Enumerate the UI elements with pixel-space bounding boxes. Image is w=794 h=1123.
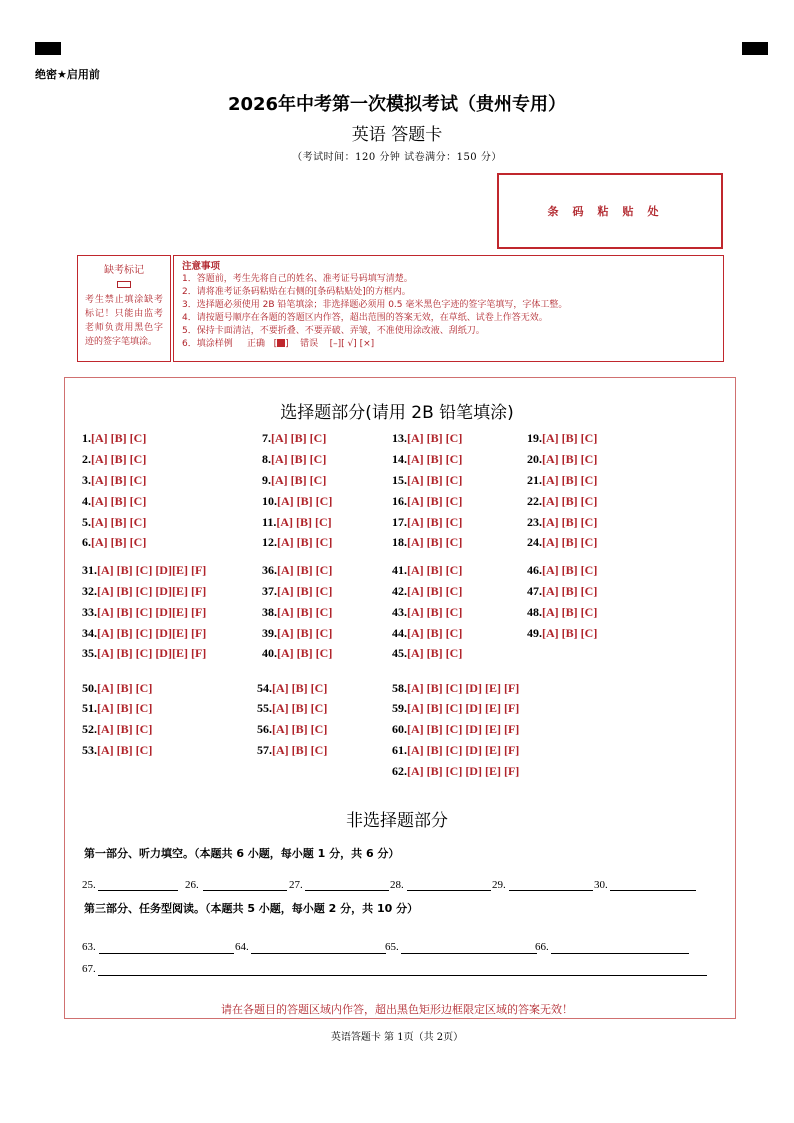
mc-question-31[interactable] xyxy=(82,563,206,578)
mc-question-number: 47. xyxy=(527,584,542,598)
blank-line-27[interactable] xyxy=(305,890,389,891)
mc-question-54[interactable] xyxy=(257,681,327,696)
mc-question-number: 43. xyxy=(392,605,407,619)
mc-question-12[interactable] xyxy=(262,535,332,550)
mc-question-8[interactable] xyxy=(262,452,326,467)
mc-section-title: 选择题部分(请用 2B 铅笔填涂) xyxy=(280,403,514,423)
mc-question-number: 62. xyxy=(392,764,407,778)
registration-mark-right xyxy=(742,42,768,55)
mc-question-47[interactable] xyxy=(527,584,597,599)
note-line: 3．选择题必须使用 2B 铅笔填涂；非选择题必须用 0.5 毫米黑色字迹的签字笔填写，字体工整。 xyxy=(182,300,568,310)
out-of-area-warning: 请在各题目的答题区域内作答，超出黑色矩形边框限定区域的答案无效！ xyxy=(221,1003,573,1016)
filled-sample-icon xyxy=(277,339,285,347)
mc-question-number: 13. xyxy=(392,431,407,445)
mc-question-53[interactable] xyxy=(82,743,152,758)
blank-label: 28. xyxy=(390,879,404,891)
blank-label: 30. xyxy=(594,879,608,891)
mc-question-number: 59. xyxy=(392,701,407,715)
mc-question-11[interactable] xyxy=(262,515,332,530)
mc-question-number: 51. xyxy=(82,701,97,715)
mc-question-number: 34. xyxy=(82,626,97,640)
mc-question-number: 41. xyxy=(392,563,407,577)
mc-question-number: 10. xyxy=(262,494,277,508)
mc-question-6[interactable] xyxy=(82,535,146,550)
mc-options[interactable]: [A] [B] [C] xyxy=(91,452,147,466)
mc-options[interactable]: [A] [B] [C] xyxy=(407,515,463,529)
blank-line-28[interactable] xyxy=(407,890,491,891)
blank-label: 29. xyxy=(492,879,506,891)
mc-question-number: 36. xyxy=(262,563,277,577)
mc-question-17[interactable] xyxy=(392,515,462,530)
mc-options[interactable]: [A] [B] [C] xyxy=(272,681,328,695)
mc-question-number: 19. xyxy=(527,431,542,445)
mc-question-number: 56. xyxy=(257,722,272,736)
mc-question-42[interactable] xyxy=(392,584,462,599)
mc-options[interactable]: [A] [B] [C] xyxy=(276,515,332,529)
mc-question-number: 42. xyxy=(392,584,407,598)
mc-question-number: 14. xyxy=(392,452,407,466)
mc-options[interactable]: [A] [B] [C] xyxy=(542,494,598,508)
mc-question-50[interactable] xyxy=(82,681,152,696)
mc-question-39[interactable] xyxy=(262,626,332,641)
mc-options[interactable]: [A] [B] [C] xyxy=(277,646,333,660)
mc-question-10[interactable] xyxy=(262,494,332,509)
mc-question-number: 39. xyxy=(262,626,277,640)
mc-question-number: 44. xyxy=(392,626,407,640)
blank-label: 25. xyxy=(82,879,96,891)
mc-options[interactable]: [A] [B] [C] [D][E] [F] xyxy=(97,646,207,660)
mc-question-51[interactable] xyxy=(82,701,152,716)
mc-options[interactable]: [A] [B] [C] [D][E] [F] xyxy=(97,584,207,598)
mc-options[interactable]: [A] [B] [C] xyxy=(407,646,463,660)
mc-options[interactable]: [A] [B] [C] xyxy=(271,452,327,466)
mc-options[interactable]: [A] [B] [C] xyxy=(407,626,463,640)
blank-label: 27. xyxy=(289,879,303,891)
mc-options[interactable]: [A] [B] [C] xyxy=(91,431,147,445)
mc-question-number: 8. xyxy=(262,452,271,466)
note-line: 2．请将准考证条码粘贴在右侧的[条码粘贴处]的方框内。 xyxy=(182,287,411,297)
mc-options[interactable]: [A] [B] [C] xyxy=(91,535,147,549)
mc-question-61[interactable] xyxy=(392,743,519,758)
mc-question-21[interactable] xyxy=(527,473,597,488)
mc-options[interactable]: [A] [B] [C] xyxy=(542,452,598,466)
mc-question-7[interactable] xyxy=(262,431,326,446)
blank-line-25[interactable] xyxy=(98,890,178,891)
registration-mark-left xyxy=(35,42,61,55)
mc-options[interactable]: [A] [B] [C] xyxy=(407,584,463,598)
mc-question-number: 61. xyxy=(392,743,407,757)
mc-options[interactable]: [A] [B] [C] xyxy=(542,515,598,529)
mc-question-number: 5. xyxy=(82,515,91,529)
mc-question-18[interactable] xyxy=(392,535,462,550)
mc-question-number: 9. xyxy=(262,473,271,487)
mc-options[interactable]: [A] [B] [C] [D] [E] [F] xyxy=(407,701,520,715)
mc-options[interactable]: [A] [B] [C] [D][E] [F] xyxy=(97,563,207,577)
mc-options[interactable]: [A] [B] [C] [D][E] [F] xyxy=(97,605,207,619)
blank-label: 26. xyxy=(185,879,199,891)
mc-options[interactable]: [A] [B] [C] xyxy=(542,473,598,487)
mc-question-number: 37. xyxy=(262,584,277,598)
mc-question-33[interactable] xyxy=(82,605,206,620)
mc-question-14[interactable] xyxy=(392,452,462,467)
mc-options[interactable]: [A] [B] [C] xyxy=(97,743,153,757)
wrong-label: 错误 xyxy=(300,339,319,349)
mc-question-number: 48. xyxy=(527,605,542,619)
mc-question-41[interactable] xyxy=(392,563,462,578)
mc-question-number: 54. xyxy=(257,681,272,695)
blank-label: 67. xyxy=(82,963,96,975)
mc-question-37[interactable] xyxy=(262,584,332,599)
mc-question-16[interactable] xyxy=(392,494,462,509)
blank-label: 64. xyxy=(235,941,249,953)
blank-line-29[interactable] xyxy=(509,890,593,891)
mc-options[interactable]: [A] [B] [C] xyxy=(277,535,333,549)
mc-options[interactable]: [A] [B] [C] xyxy=(407,452,463,466)
mc-question-number: 4. xyxy=(82,494,91,508)
mc-options[interactable]: [A] [B] [C] [D][E] [F] xyxy=(97,626,207,640)
mc-question-43[interactable] xyxy=(392,605,462,620)
mc-question-44[interactable] xyxy=(392,626,462,641)
mc-question-56[interactable] xyxy=(257,722,327,737)
mc-options[interactable]: [A] [B] [C] xyxy=(272,701,328,715)
exam-info: （考试时间：120 分钟 试卷满分：150 分） xyxy=(292,152,502,163)
mc-question-number: 53. xyxy=(82,743,97,757)
mc-question-22[interactable] xyxy=(527,494,597,509)
mc-question-5[interactable] xyxy=(82,515,146,530)
mc-question-number: 7. xyxy=(262,431,271,445)
mc-question-number: 52. xyxy=(82,722,97,736)
mc-options[interactable]: [A] [B] [C] xyxy=(277,626,333,640)
blank-line-63[interactable] xyxy=(99,953,234,954)
mc-question-number: 22. xyxy=(527,494,542,508)
mc-question-48[interactable] xyxy=(527,605,597,620)
mc-question-number: 58. xyxy=(392,681,407,695)
absent-fill-mark[interactable] xyxy=(117,281,131,288)
blank-line-65[interactable] xyxy=(401,953,537,954)
mc-options[interactable]: [A] [B] [C] xyxy=(272,743,328,757)
mc-question-number: 38. xyxy=(262,605,277,619)
barcode-label: 条码粘贴处 xyxy=(547,205,673,218)
page-footer: 英语答题卡 第 1页（共 2页） xyxy=(330,1032,464,1043)
fill-sample-line: 6．填涂样例 正确 [ ] 错误 [–][ √] [×] xyxy=(182,339,375,349)
absent-description: 考生禁止填涂缺考标记！只能由监考老师负责用黑色字迹的签字笔填涂。 xyxy=(85,295,163,347)
mc-question-40[interactable] xyxy=(262,646,332,661)
mc-options[interactable]: [A] [B] [C] [D] [E] [F] xyxy=(407,743,520,757)
notes-box xyxy=(173,255,724,362)
mc-options[interactable]: [A] [B] [C] xyxy=(271,473,327,487)
mc-question-1[interactable] xyxy=(82,431,146,446)
mc-question-number: 20. xyxy=(527,452,542,466)
blank-line-67[interactable] xyxy=(98,975,707,976)
mc-question-number: 17. xyxy=(392,515,407,529)
mc-options[interactable]: [A] [B] [C] xyxy=(407,535,463,549)
mc-question-3[interactable] xyxy=(82,473,146,488)
mc-question-15[interactable] xyxy=(392,473,462,488)
barcode-area xyxy=(497,173,723,249)
mc-question-36[interactable] xyxy=(262,563,332,578)
mc-options[interactable]: [A] [B] [C] xyxy=(91,473,147,487)
mc-options[interactable]: [A] [B] [C] xyxy=(542,584,598,598)
mc-question-number: 3. xyxy=(82,473,91,487)
mc-question-number: 57. xyxy=(257,743,272,757)
mc-question-55[interactable] xyxy=(257,701,327,716)
note-line: 4．请按题号顺序在各题的答题区内作答，超出范围的答案无效，在草纸、试卷上作答无效。 xyxy=(182,313,548,323)
mc-question-23[interactable] xyxy=(527,515,597,530)
mc-options[interactable]: [A] [B] [C] [D] [E] [F] xyxy=(407,681,520,695)
page-subtitle: 英语 答题卡 xyxy=(351,125,443,145)
blank-line-30[interactable] xyxy=(610,890,696,891)
mc-options[interactable]: [A] [B] [C] xyxy=(91,494,147,508)
blank-label: 65. xyxy=(385,941,399,953)
mc-question-49[interactable] xyxy=(527,626,597,641)
mc-question-number: 33. xyxy=(82,605,97,619)
mc-question-number: 31. xyxy=(82,563,97,577)
mc-options[interactable]: [A] [B] [C] xyxy=(97,701,153,715)
mc-question-number: 35. xyxy=(82,646,97,660)
mc-question-57[interactable] xyxy=(257,743,327,758)
mc-question-number: 21. xyxy=(527,473,542,487)
mc-options[interactable]: [A] [B] [C] xyxy=(407,494,463,508)
mc-question-2[interactable] xyxy=(82,452,146,467)
mc-question-35[interactable] xyxy=(82,646,206,661)
blank-label: 63. xyxy=(82,941,96,953)
mc-options[interactable]: [A] [B] [C] xyxy=(542,605,598,619)
mc-question-38[interactable] xyxy=(262,605,332,620)
blank-label: 66. xyxy=(535,941,549,953)
sample-label: 6．填涂样例 xyxy=(182,339,233,349)
mc-question-34[interactable] xyxy=(82,626,206,641)
mc-options[interactable]: [A] [B] [C] [D] [E] [F] xyxy=(407,764,520,778)
note-line: 1．答题前，考生先将自己的姓名、准考证号码填写清楚。 xyxy=(182,274,413,284)
mc-question-number: 2. xyxy=(82,452,91,466)
mc-question-58[interactable] xyxy=(392,681,519,696)
mc-question-number: 45. xyxy=(392,646,407,660)
mc-question-number: 32. xyxy=(82,584,97,598)
part3-title: 第三部分、任务型阅读。（本题共 5 小题，每小题 2 分，共 10 分） xyxy=(84,902,419,915)
mc-options[interactable]: [A] [B] [C] xyxy=(97,722,153,736)
mc-options[interactable]: [A] [B] [C] xyxy=(407,473,463,487)
mc-question-number: 11. xyxy=(262,515,277,529)
mc-question-number: 23. xyxy=(527,515,542,529)
mc-question-number: 55. xyxy=(257,701,272,715)
mc-options[interactable]: [A] [B] [C] xyxy=(277,563,333,577)
correct-label: 正确 xyxy=(247,339,266,349)
mc-question-number: 50. xyxy=(82,681,97,695)
mc-options[interactable]: [A] [B] [C] xyxy=(271,431,327,445)
mc-question-62[interactable] xyxy=(392,764,519,779)
mc-options[interactable]: [A] [B] [C] xyxy=(277,494,333,508)
mc-question-20[interactable] xyxy=(527,452,597,467)
mc-question-number: 16. xyxy=(392,494,407,508)
mc-question-number: 1. xyxy=(82,431,91,445)
absent-mark-box xyxy=(77,255,171,362)
mc-options[interactable]: [A] [B] [C] xyxy=(272,722,328,736)
confidential-label: 绝密★启用前 xyxy=(35,68,100,81)
mc-question-60[interactable] xyxy=(392,722,519,737)
mc-options[interactable]: [A] [B] [C] xyxy=(542,626,598,640)
mc-question-number: 15. xyxy=(392,473,407,487)
mc-options[interactable]: [A] [B] [C] xyxy=(407,605,463,619)
mc-question-number: 40. xyxy=(262,646,277,660)
mc-options[interactable]: [A] [B] [C] xyxy=(277,584,333,598)
mc-question-number: 24. xyxy=(527,535,542,549)
mc-options[interactable]: [A] [B] [C] xyxy=(97,681,153,695)
mc-options[interactable]: [A] [B] [C] xyxy=(542,535,598,549)
mc-question-45[interactable] xyxy=(392,646,462,661)
mc-question-number: 46. xyxy=(527,563,542,577)
mc-question-4[interactable] xyxy=(82,494,146,509)
mc-question-19[interactable] xyxy=(527,431,597,446)
blank-line-26[interactable] xyxy=(203,890,287,891)
mc-question-number: 49. xyxy=(527,626,542,640)
note-line: 5．保持卡面清洁，不要折叠、不要弄破、弄皱，不准使用涂改液、刮纸刀。 xyxy=(182,326,485,336)
mc-question-number: 60. xyxy=(392,722,407,736)
notes-title: 注意事项 xyxy=(182,261,221,272)
blank-line-66[interactable] xyxy=(551,953,689,954)
wrong-samples: [–][ √] [×] xyxy=(329,339,375,349)
mc-options[interactable]: [A] [B] [C] xyxy=(407,431,463,445)
mc-question-24[interactable] xyxy=(527,535,597,550)
mc-options[interactable]: [A] [B] [C] [D] [E] [F] xyxy=(407,722,520,736)
mc-options[interactable]: [A] [B] [C] xyxy=(542,431,598,445)
mc-question-13[interactable] xyxy=(392,431,462,446)
part1-title: 第一部分、听力填空。（本题共 6 小题，每小题 1 分，共 6 分） xyxy=(84,847,400,860)
mc-options[interactable]: [A] [B] [C] xyxy=(277,605,333,619)
mc-question-number: 6. xyxy=(82,535,91,549)
mc-options[interactable]: [A] [B] [C] xyxy=(91,515,147,529)
mc-question-59[interactable] xyxy=(392,701,519,716)
mc-question-46[interactable] xyxy=(527,563,597,578)
mc-question-number: 12. xyxy=(262,535,277,549)
absent-title: 缺考标记 xyxy=(104,265,144,276)
mc-options[interactable]: [A] [B] [C] xyxy=(407,563,463,577)
page-title: 2026年中考第一次模拟考试（贵州专用） xyxy=(227,94,567,115)
mc-question-number: 18. xyxy=(392,535,407,549)
mc-question-9[interactable] xyxy=(262,473,326,488)
blank-line-64[interactable] xyxy=(251,953,386,954)
mc-question-52[interactable] xyxy=(82,722,152,737)
mc-question-32[interactable] xyxy=(82,584,206,599)
mc-options[interactable]: [A] [B] [C] xyxy=(542,563,598,577)
nonmc-section-title: 非选择题部分 xyxy=(346,811,448,831)
